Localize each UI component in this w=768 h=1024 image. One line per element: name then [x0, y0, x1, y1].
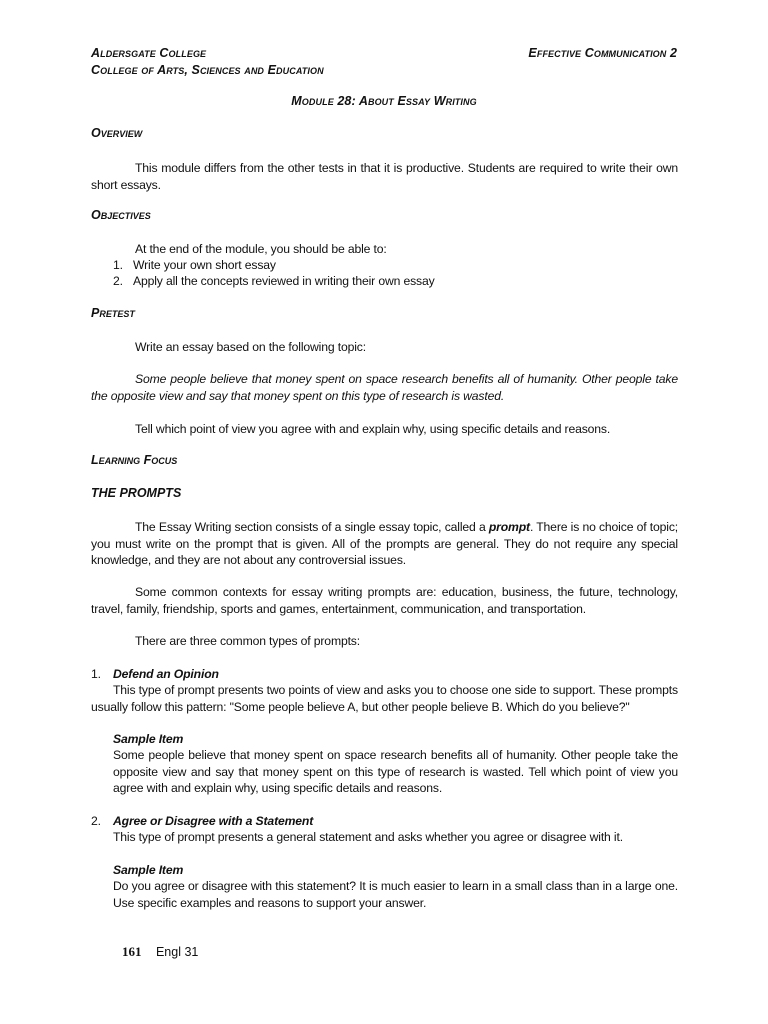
objectives-intro: At the end of the module, you should be able to:	[135, 242, 387, 256]
prompt-type-title: 1. Defend an Opinion	[91, 667, 219, 681]
objective-item: 2. Apply all the concepts reviewed in writing their own essay	[113, 274, 435, 288]
module-title: Module 28: About Essay Writing	[291, 94, 477, 108]
overview-heading: Overview	[91, 126, 143, 140]
sample-item-text: Some people believe that money spent on space research benefits all of humanity. Other people take the opposite view and say that money spent on this type of research is wasted. Tell which point of view you agree with and explain why, using specific details and reasons.	[113, 748, 678, 795]
prompts-paragraph-3: There are three common types of prompts:	[135, 634, 360, 648]
course-code: Engl 31	[155, 945, 199, 959]
pretest-topic: Some people believe that money spent on space research benefits all of humanity. Other people take the opposite view and say that money spent on this type of research is wasted.	[91, 372, 678, 403]
pretest-instruction: Write an essay based on the following topic:	[135, 340, 366, 354]
college-name: Aldersgate College	[91, 46, 207, 60]
prompt-type-description: This type of prompt presents a general statement and asks whether you agree or disagree with it.	[113, 830, 623, 844]
sample-item-label: Sample Item	[113, 863, 184, 877]
overview-text: This module differs from the other tests in that it is productive. Students are required to write their own short essays.	[91, 161, 678, 192]
sample-item-label: Sample Item	[113, 732, 184, 746]
learning-focus-heading: Learning Focus	[91, 453, 178, 467]
page-footer	[122, 943, 198, 961]
sample-item-text: Do you agree or disagree with this statement? It is much easier to learn in a small class than in a large one. Use specific examples and reasons to support your answer.	[113, 879, 678, 910]
prompt-term: prompt	[488, 520, 530, 534]
course-title: Effective Communication 2	[528, 46, 677, 60]
prompt-type-description: This type of prompt presents two points of view and asks you to choose one side to support. These prompts usually follow this pattern: "Some people believe A, but other people believe B. Which do you believe?"	[91, 683, 678, 714]
pretest-task: Tell which point of view you agree with and explain why, using specific details and reasons.	[135, 422, 611, 436]
page-number: 161	[122, 944, 142, 959]
objectives-heading: Objectives	[91, 208, 151, 222]
prompts-paragraph-1: The Essay Writing section consists of a single essay topic, called a prompt. There is no choice of topic; you must write on the prompt that is given. All of the prompts are general. They do not require any special knowledge, and they are not about any controversial issues.	[91, 520, 678, 567]
prompt-type-title: 2. Agree or Disagree with a Statement	[91, 814, 314, 828]
objective-item: 1. Write your own short essay	[113, 258, 276, 272]
pretest-heading: Pretest	[91, 306, 135, 320]
prompts-subheading: THE PROMPTS	[91, 486, 182, 500]
department-name: College of Arts, Sciences and Education	[91, 63, 324, 77]
prompts-paragraph-2: Some common contexts for essay writing prompts are: education, business, the future, technology, travel, family, friendship, sports and games, entertainment, communication, and transportation.	[91, 585, 678, 616]
